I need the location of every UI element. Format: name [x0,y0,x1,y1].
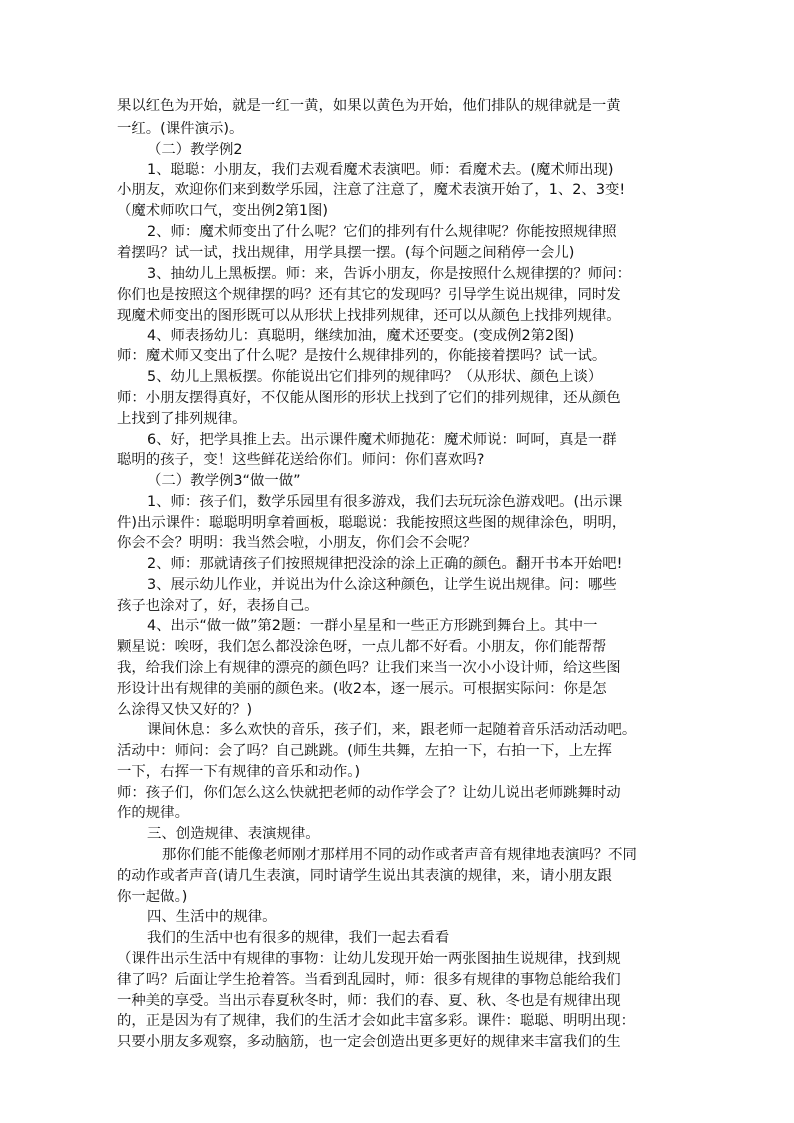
text-line: 形设计出有规律的美丽的颜色来。(收2本，逐一展示。可根据实际问：你是怎 [117,681,607,697]
text-line: 师：小朋友摆得真好，不仅能从图形的形状上找到了它们的排列规律，还从颜色 [117,390,621,406]
text-line: 我们的生活中也有很多的规律，我们一起去看看 [147,930,450,946]
text-line: 课间休息：多么欢快的音乐，孩子们，来，跟老师一起随着音乐活动活动吧。 [147,722,637,738]
text-line: 6、好，把学具推上去。出示课件魔术师抛花：魔术师说：呵呵，真是一群 [147,432,617,448]
text-line: 那你们能不能像老师刚才那样用不同的动作或者声音有规律地表演吗？不同 [162,847,637,863]
text-line: 果以红色为开始，就是一红一黄，如果以黄色为开始，他们排队的规律就是一黄 [117,98,621,114]
text-line: 4、师表扬幼儿：真聪明，继续加油，魔术还要变。(变成例2第2图) [147,328,575,344]
text-line: 师：孩子们，你们怎么这么快就把老师的动作学会了？让幼儿说出老师跳舞时动 [117,785,621,801]
text-line: 你会不会？明明：我当然会啦，小朋友，你们会不会呢？ [117,535,477,551]
text-line: 孩子也涂对了，好，表扬自己。 [117,598,319,614]
text-line: （二）教学例2 [147,142,243,158]
text-line: 着摆吗？试一试，找出规律，用学具摆一摆。(每个问题之间稍停一会儿) [117,245,575,261]
text-line: 一种美的享受。当出示春夏秋冬时，师：我们的春、夏、秋、冬也是有规律出现 [117,993,621,1009]
text-line: 现魔术师变出的图形既可以从形状上找排列规律，还可以从颜色上找排列规律。 [117,308,621,324]
text-line: 你们也是按照这个规律摆的吗？还有其它的发现吗？引导学生说出规律，同时发 [117,287,621,303]
text-line: 四、生活中的规律。 [147,909,277,925]
text-line: 聪明的孩子，变！这些鲜花送给你们。师问：你们喜欢吗? [117,452,485,468]
text-line: 师：魔术师又变出了什么呢？是按什么规律排列的，你能接着摆吗？试一试。 [117,348,607,364]
text-line: 作的规律。 [117,805,189,821]
text-line: 我，给我们涂上有规律的漂亮的颜色吗？让我们来当一次小小设计师，给这些图 [117,660,621,676]
text-line: 你一起做。) [117,889,188,905]
text-line: 颗星说：唉呀，我们怎么都没涂色呀，一点儿都不好看。小朋友，你们能帮帮 [117,639,607,655]
text-line: 的动作或者声音(请几生表演，同时请学生说出其表演的规律，来，请小朋友跟 [117,868,612,884]
text-line: 2、师：那就请孩子们按照规律把没涂的涂上正确的颜色。翻开书本开始吧! [147,556,623,572]
text-line: 5、幼儿上黑板摆。你能说出它们排列的规律吗？（从形状、颜色上谈） [147,369,603,385]
text-line: 三、创造规律、表演规律。 [147,826,320,842]
text-line: 律了吗？后面让学生抢着答。当看到乱园时，师：很多有规律的事物总能给我们 [117,972,621,988]
text-line: 2、师：魔术师变出了什么呢？它们的排列有什么规律呢？你能按照规律照 [147,224,617,240]
text-line: 么涂得又快又好的？) [117,702,253,718]
text-line: 1、聪聪：小朋友，我们去观看魔术表演吧。师：看魔术去。(魔术师出现) [147,162,614,178]
text-line: 3、抽幼儿上黑板摆。师：来，告诉小朋友，你是按照什么规律摆的？师问： [147,266,632,282]
text-line: （二）教学例3“做一做” [147,473,301,489]
text-line: 活动中：师问：会了吗？自己跳跳。(师生共舞，左拍一下，右拍一下，上左挥 [117,743,612,759]
text-line: 一红。(课件演示)。 [117,121,244,137]
text-line: 1、师：孩子们，数学乐园里有很多游戏，我们去玩玩涂色游戏吧。(出示课 [147,494,623,510]
text-line: 小朋友，欢迎你们来到数学乐园，注意了注意了，魔术表演开始了，1、2、3变! [117,182,626,198]
text-line: 上找到了排列规律。 [117,411,247,427]
text-line: 4、出示“做一做”第2题：一群小星星和一些正方形跳到舞台上。其中一 [147,618,598,634]
text-line: 的，正是因为有了规律，我们的生活才会如此丰富多彩。课件：聪聪、明明出现： [117,1013,636,1029]
text-line: （魔术师吹口气，变出例2第1图) [117,203,329,219]
text-line: 3、展示幼儿作业，并说出为什么涂这种颜色，让学生说出规律。问：哪些 [147,577,617,593]
text-line: 只要小朋友多观察，多动脑筋，也一定会创造出更多更好的规律来丰富我们的生 [117,1034,621,1050]
text-line: 一下，右挥一下有规律的音乐和动作。) [117,764,361,780]
text-line: （课件出示生活中有规律的事物：让幼儿发现开始一两张图抽生说规律，找到规 [117,951,621,967]
text-line: 件)出示课件：聪聪明明拿着画板，聪聪说：我能按照这些图的规律涂色，明明， [117,515,627,531]
